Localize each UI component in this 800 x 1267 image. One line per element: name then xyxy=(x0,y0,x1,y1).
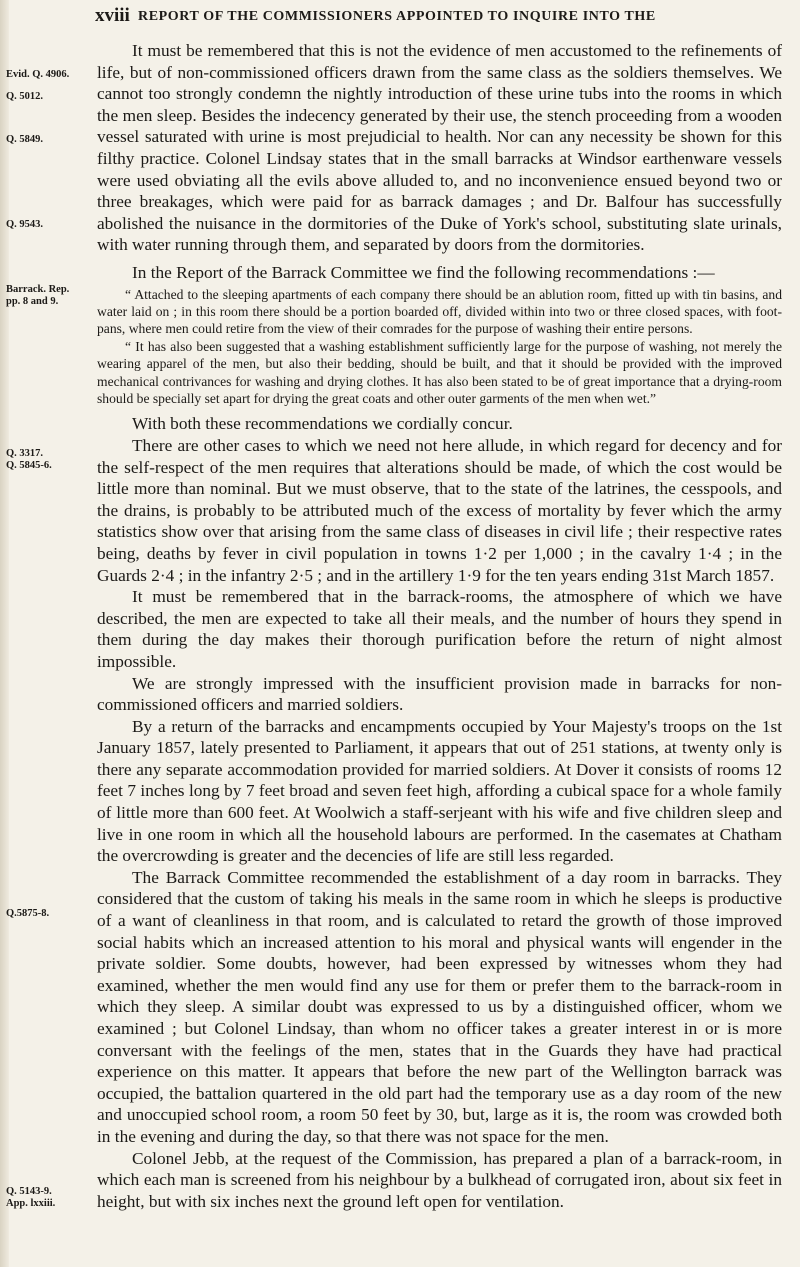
page-number: xviii xyxy=(95,5,130,26)
page-header xyxy=(0,2,800,32)
report-body xyxy=(97,40,782,1212)
margin-note: Evid. Q. 4906. xyxy=(6,69,70,80)
margin-note: Q. 3317. Q. 5845-6. xyxy=(6,448,52,471)
paragraph: The Barrack Committee recommended the establishment of a day room in barracks. They considered that the custom of taking his meals in the same room in which he sleeps is productive of a want of cleanliness in that room, and is calculated to retard the growth of those improved social habits which an increased attention to his moral and physical wants will engender in the private soldier. Some doubts, however, had been expressed by witnesses whom they had examined, whether the men would find any use for them or prefer them to the barrack-room in which they sleep. A similar doubt was expressed to us by a distinguished officer, whom we examined ; but Colonel Lindsay, than whom no officer takes a greater interest in or is more conversant with the feelings of the men, states that in the Guards they have had practical experience on this matter. It appears that before the new part of the Wellington barrack was occupied, the battalion quartered in the old part had the temporary use as a day room of the new and unoccupied school room, a room 50 feet by 30, but, large as it is, the room was crowded both in the evening and during the day, so that there was not space for the men. xyxy=(97,867,782,1146)
margin-note: Q. 5143-9. App. lxxiii. xyxy=(6,1186,56,1209)
paragraph: Colonel Jebb, at the request of the Commission, has prepared a plan of a barrack-room, in which each man is screened from his neighbour by a bulkhead of corrugated iron, about six feet in height, but with six inches next the ground left open for ventilation. xyxy=(97,1148,782,1211)
running-head: REPORT OF THE COMMISSIONERS APPOINTED TO INQUIRE INTO THE xyxy=(138,9,656,24)
margin-references xyxy=(6,0,92,1267)
paragraph: It must be remembered that this is not the evidence of men accustomed to the refinements of life, but of non-commissioned officers drawn from the same class as the soldiers themselves. We cannot too strongly condemn the nightly introduction of these urine tubs into the rooms in which the men sleep. Besides the indecency generated by their use, the stench proceeding from a wooden vessel saturated with urine is most prejudicial to health. Nor can any necessity be shown for this filthy practice. Colonel Lindsay states that in the small barracks at Windsor earthenware vessels were used obviating all the evils above alluded to, and no inconvenience ensued beyond two or three breakages, which were paid for as barrack damages ; and Dr. Balfour has successfully abolished the nuisance in the dormitories of the Duke of York's school, substituting slate urinals, with water running through them, and separated by doors from the dormitories. xyxy=(97,41,782,255)
paragraph: By a return of the barracks and encampments occupied by Your Majesty's troops on the 1st January 1857, lately presented to Parliament, it appears that out of 251 stations, at twenty only is there any separate accommodation provided for married soldiers. At Dover it consists of rooms 12 feet 7 inches long by 7 feet broad and seven feet high, affording a cubical space for a whole family of little more than 600 feet. At Woolwich a staff-serjeant with his wife and five children sleep and live in one room in which all the household labours are performed. In the casemates at Chatham the overcrowding is greater and the decencies of life are still less regarded. xyxy=(97,716,782,866)
margin-note: Barrack. Rep. pp. 8 and 9. xyxy=(6,284,70,307)
paragraph: There are other cases to which we need not here allude, in which regard for decency and for the self-respect of the men requires that alterations should be made, of which the cost would be little more than nominal. But we must observe, that to the state of the latrines, the cesspools, and the drains, is probably to be attributed much of the excess of mortality by fever which the army statistics show over that arising from the same class of diseases in civil life ; their respective rates being, deaths by fever in civil population in towns 1·2 per 1,000 ; in the cavalry 1·4 ; in the Guards 2·4 ; in the infantry 2·5 ; and in the artillery 1·9 for the ten years ending 31st March 1857. xyxy=(97,435,782,585)
paragraph: With both these recommendations we cordially concur. xyxy=(132,414,513,434)
margin-note: Q. 5012. xyxy=(6,91,44,102)
quoted-recommendation: “ Attached to the sleeping apartments of each company there should be an ablution room, fitted up with tin basins, and water laid on ; in this room there should be a portion boarded off, divided within into two or three closed spaces, with foot-pans, where men could retire from the view of their comrades for the purpose of washing their entire persons. xyxy=(97,286,782,337)
paragraph: We are strongly impressed with the insufficient provision made in barracks for non-commissioned officers and married soldiers. xyxy=(97,673,782,715)
margin-note: Q.5875-8. xyxy=(6,908,50,919)
margin-note: Q. 9543. xyxy=(6,219,44,230)
quoted-recommendation: “ It has also been suggested that a washing establishment sufficiently large for the purpose of washing, not merely the wearing apparel of the men, but also their bedding, should be built, and that it should be provided with the improved mechanical contrivances for washing and drying clothes. It has also been stated to be of great importance that a drying-room should be specially set apart for drying the great coats and other outer garments of the men when wet.” xyxy=(97,338,782,406)
paragraph: In the Report of the Barrack Committee we find the following recommendations :— xyxy=(132,262,715,282)
margin-note: Q. 5849. xyxy=(6,134,44,145)
paragraph: It must be remembered that in the barrack-rooms, the atmosphere of which we have described, the men are expected to take all their meals, and the number of hours they spend in them during the day makes their thorough purification before the return of night almost impossible. xyxy=(97,587,782,671)
